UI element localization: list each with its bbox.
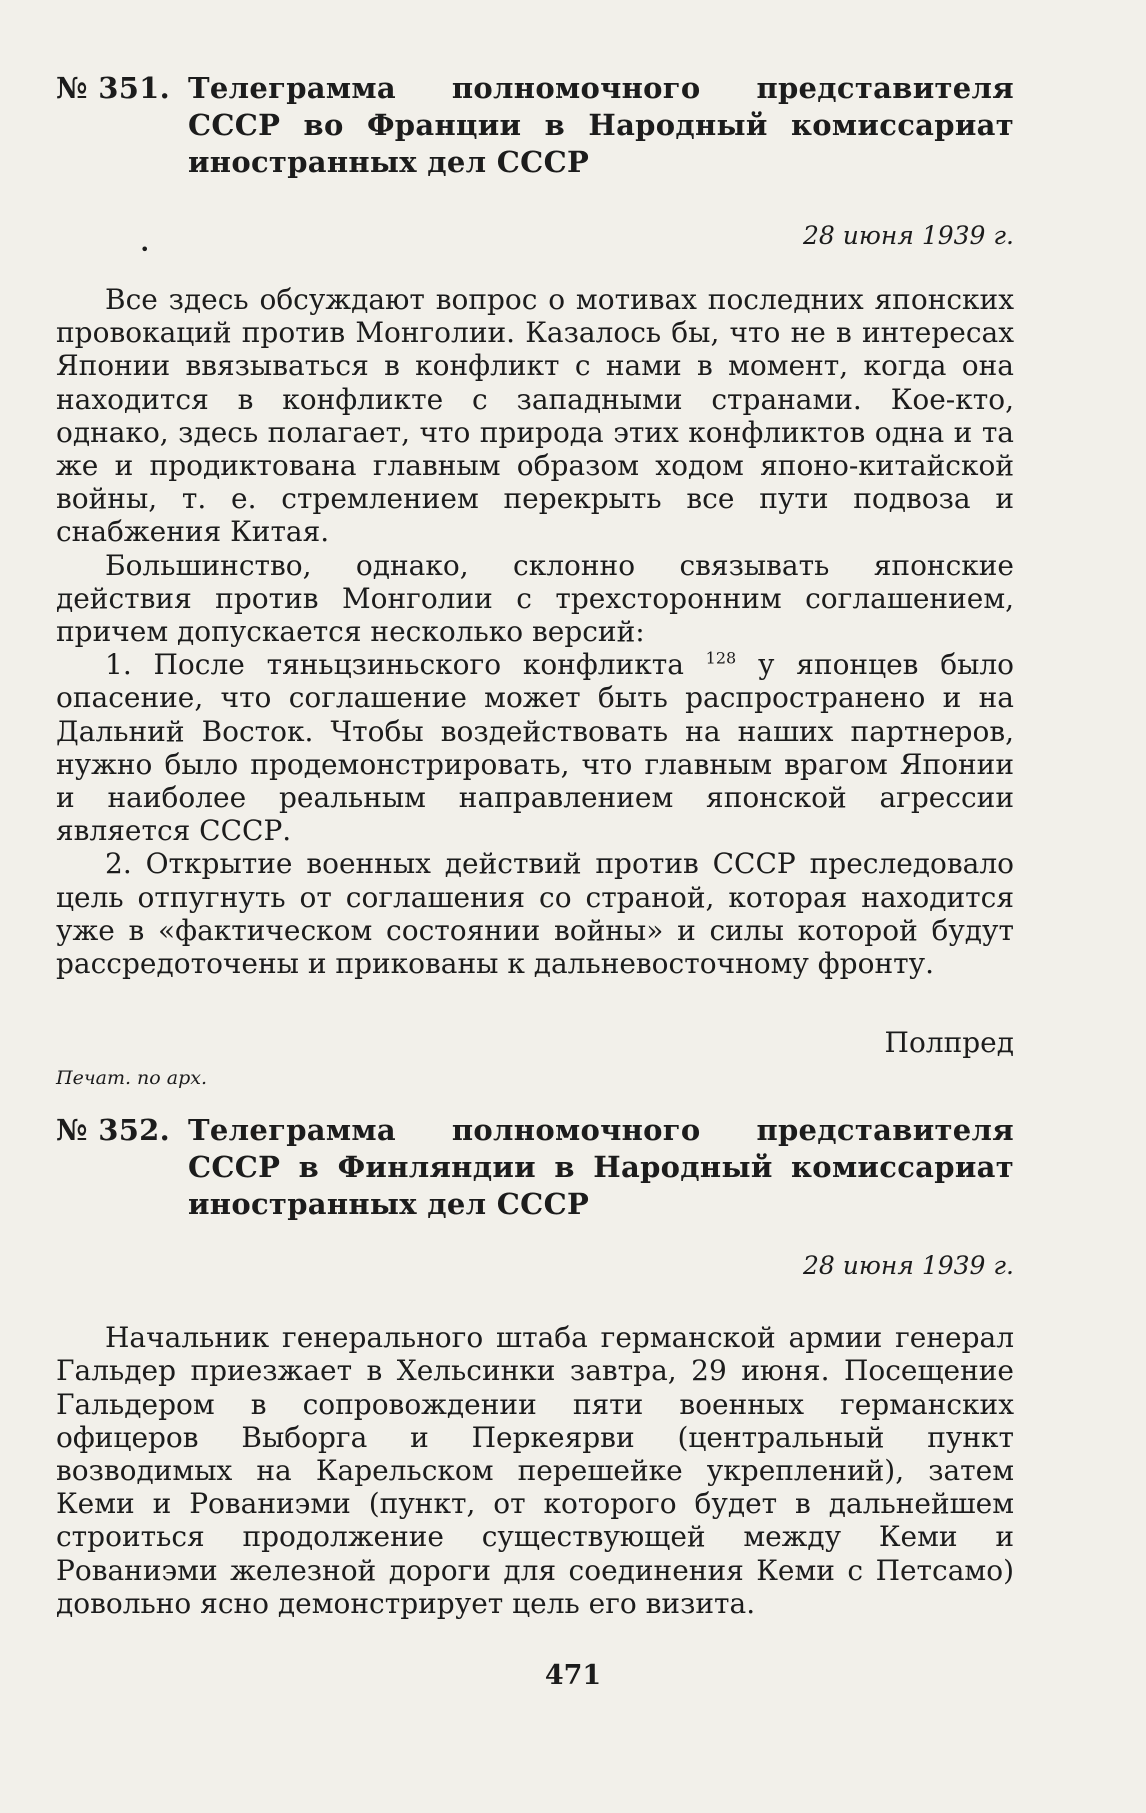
source-note: Печат. по арх. <box>56 1067 208 1090</box>
doc-352-heading <box>56 1112 1014 1223</box>
page-number: 471 <box>544 1660 602 1691</box>
doc-351-date: 28 июня 1939 г. <box>803 221 1014 250</box>
doc-351-paragraph: Большинство, однако, склонно связывать японские действия против Монголии с трехсторонним соглашением, причем допускается несколько версий: <box>56 548 1014 649</box>
doc-352-body <box>56 1321 1014 1620</box>
doc-352-number: № 352. <box>56 1113 171 1148</box>
doc-351-title: Телеграмма полномочного представителя СССР во Франции в Народный комиссариат иностранных дел СССР <box>188 71 1014 179</box>
footnote-ref-128: 128 <box>705 648 737 668</box>
item-1-text-end: у японцев было опасение, что соглашение может быть распространено и на Дальний Восток. Чтобы воздействовать на наших партнеров, нужно было продемонстрировать, что главным врагом Японии и наиболее реальным направлением японской агрессии является СССР. <box>56 648 1014 848</box>
doc-351-item-2: 2. Открытие военных действий против СССР преследовало цель отпугнуть от соглашения со страной, которая находится уже в «фактическом состоянии войны» и силы которой будут рассредоточены и прикованы к дальневосточному фронту. <box>56 847 1014 981</box>
doc-351-paragraph: Все здесь обсуждают вопрос о мотивах последних японских провокаций против Монголии. Казалось бы, что не в интересах Японии ввязываться в конфликт с нами в момент, когда она находится в конфликте с западными странами. Кое-кто, однако, здесь полагает, что природа этих конфликтов одна и та же и продиктована главным образом ходом японо-китайской войны, т. е. стремлением перекрыть все пути подвоза и снабжения Китая. <box>56 283 1014 549</box>
doc-352-paragraph: Начальник генерального штаба германской армии генерал Гальдер приезжает в Хельсинки завтра, 29 июня. Посещение Гальдером в сопровождении пяти военных германских офицеров Выборга и Перкеярви (центральный пункт возводимых на Карельском перешейке укреплений), затем Кеми и Рованиэми (пункт, от которого будет в дальнейшем строиться продолжение существующей между Кеми и Рованиэми железной дороги для соединения Кеми с Петсамо) довольно ясно демонстрирует цель его визита. <box>56 1321 1014 1620</box>
doc-351-item-1 <box>56 648 1014 847</box>
doc-351-number: № 351. <box>56 71 171 105</box>
doc-351-heading <box>56 70 1014 181</box>
item-1-text-start: 1. После тяньцзиньского конфликта <box>105 648 684 682</box>
signature: Полпред <box>884 1026 1014 1060</box>
doc-352-title: Телеграмма полномочного представителя СССР в Финляндии в Народный комиссариат иностранных дел СССР <box>188 1113 1014 1222</box>
doc-352-date: 28 июня 1939 г. <box>803 1251 1014 1281</box>
print-mark: • <box>140 240 150 259</box>
doc-351-body <box>56 283 1014 980</box>
